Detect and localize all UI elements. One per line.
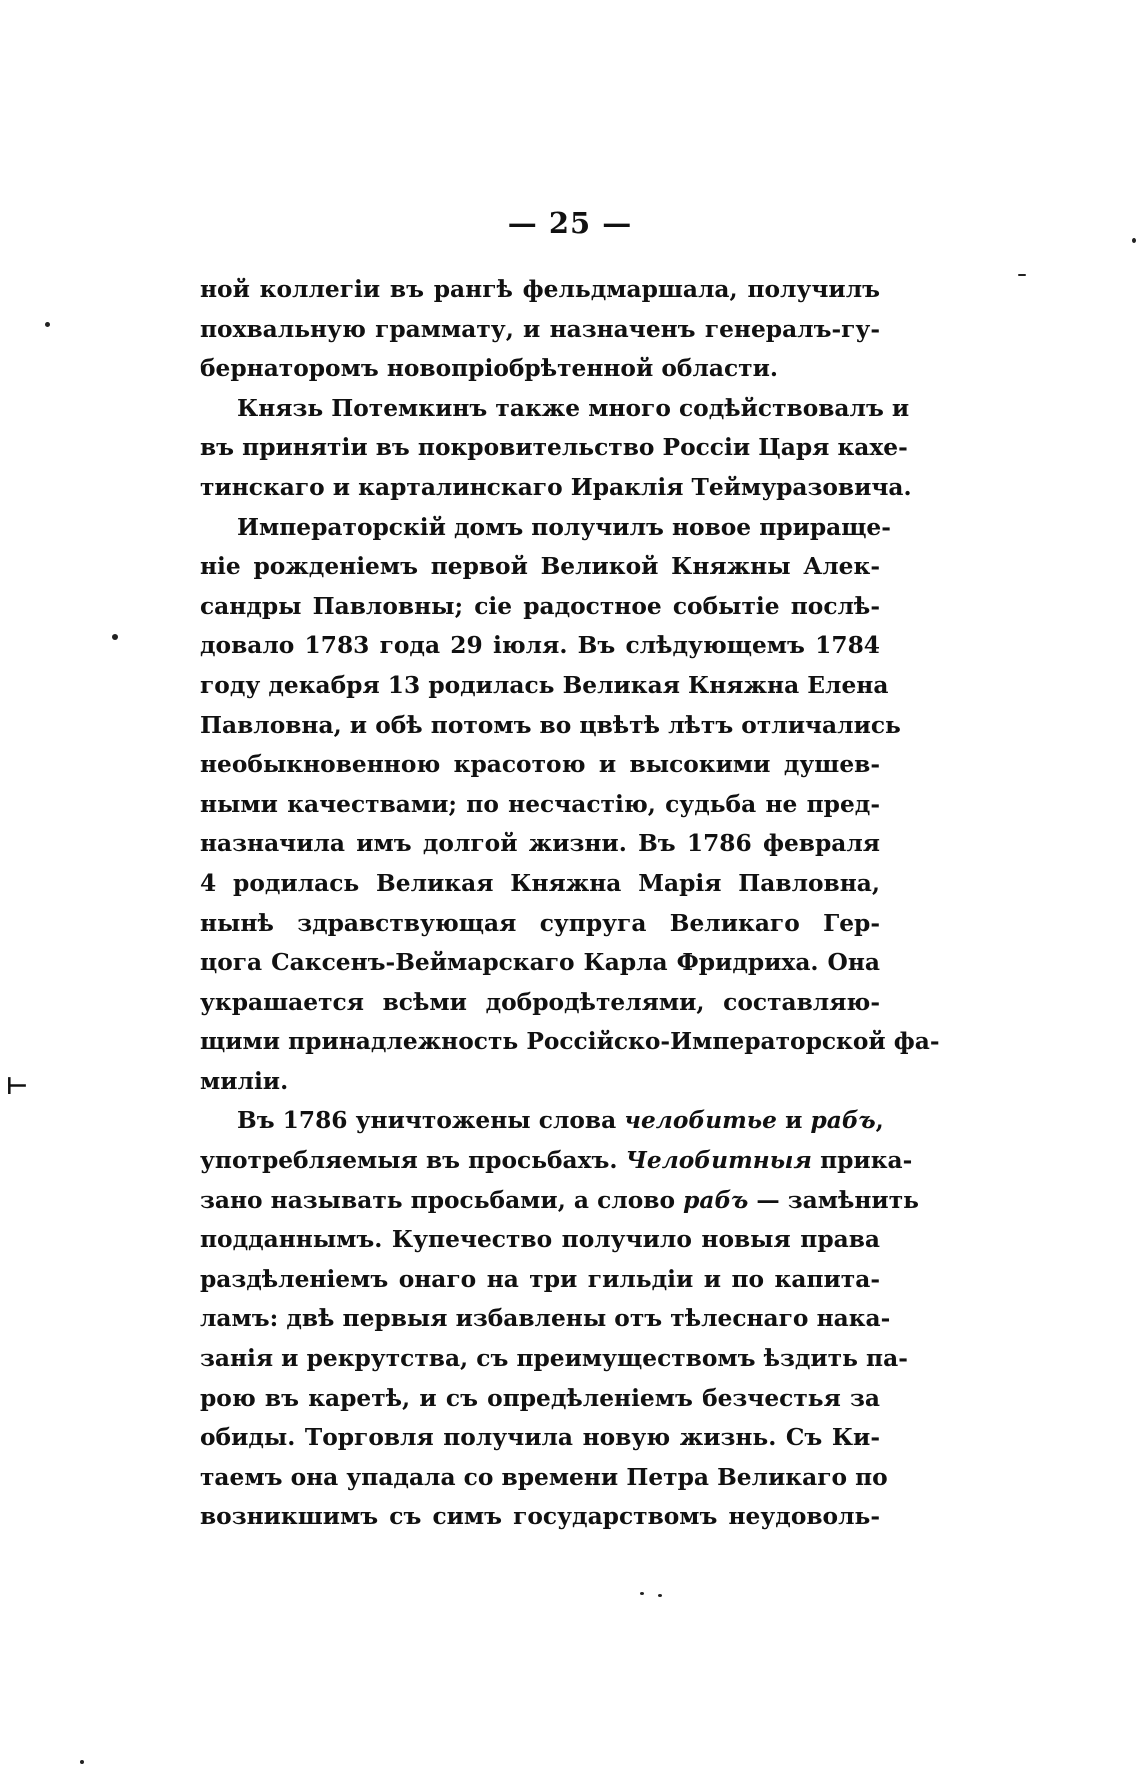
text-line: ніе рожденіемъ первой Великой Княжны Алек- <box>200 553 880 581</box>
text-run: употребляемыя въ просьбахъ. <box>200 1147 626 1175</box>
text-line: году декабря 13 родилась Великая Княжна Елена <box>200 671 889 699</box>
text-run: зано называть просьбами, а слово <box>200 1186 684 1214</box>
text-line: ными качествами; по несчастію, судьба не пред- <box>200 790 880 818</box>
italic-word: Челобитныя <box>625 1147 812 1175</box>
body-text <box>200 270 940 1537</box>
text-line: ной коллегіи въ рангѣ фельдмаршала, получилъ <box>200 276 880 303</box>
text-line: сандры Павловны; сіе радостное событіе послѣ- <box>200 592 880 620</box>
text-line <box>200 1101 884 1141</box>
text-line: ламъ: двѣ первыя избавлены отъ тѣлеснаго нака- <box>200 1305 891 1333</box>
text-line: необыкновенною красотою и высокими душев- <box>200 751 880 779</box>
text-line: рою въ каретѣ, и съ опредѣленіемъ безчестья за <box>200 1384 880 1412</box>
text-line: раздѣленіемъ онаго на три гильдіи и по капита- <box>200 1265 880 1293</box>
text-line: Павловна, и обѣ потомъ во цвѣтѣ лѣтъ отличались <box>200 711 901 739</box>
text-run: , <box>875 1107 884 1135</box>
text-run: Въ 1786 уничтожены слова <box>237 1107 625 1135</box>
margin-mark-icon: ⊢ <box>6 1072 28 1100</box>
scan-speck <box>1132 238 1136 243</box>
scan-speck <box>640 1592 644 1595</box>
text-line: обиды. Торговля получила новую жизнь. Съ Ки- <box>200 1424 880 1452</box>
text-line <box>200 1141 913 1181</box>
italic-word: рабъ <box>683 1186 749 1214</box>
text-line: тинскаго и карталинскаго Ираклія Теймуразовича. <box>200 473 912 501</box>
text-line: нынѣ здравствующая супруга Великаго Гер- <box>200 909 880 937</box>
scan-speck <box>45 322 50 327</box>
page-number: — 25 — <box>507 206 633 240</box>
text-line: 4 родилась Великая Княжна Марія Павловна, <box>200 869 880 897</box>
text-line: цога Саксенъ-Веймарскаго Карла Фридриха. Она <box>200 949 880 977</box>
text-line <box>200 1181 919 1221</box>
text-line: бернаторомъ новопріобрѣтенной области. <box>200 355 778 383</box>
text-line: Императорскій домъ получилъ новое приращe- <box>237 513 891 541</box>
text-line: назначила имъ долгой жизни. Въ 1786 февраля <box>200 830 880 858</box>
text-line: украшается всѣми добродѣтелями, составляю- <box>200 988 880 1016</box>
text-run: прика- <box>811 1147 913 1175</box>
italic-word: рабъ <box>810 1107 876 1135</box>
text-line: похвальную граммату, и назначенъ генералъ-гу- <box>200 315 880 343</box>
text-line: миліи. <box>200 1067 289 1095</box>
text-line: занія и рекрутства, съ преимуществомъ ѣздить па- <box>200 1345 908 1373</box>
text-line: подданнымъ. Купечество получило новыя права <box>200 1226 880 1254</box>
scan-speck <box>80 1760 84 1764</box>
text-line: довало 1783 года 29 іюля. Въ слѣдующемъ 1784 <box>200 632 880 660</box>
scan-speck <box>112 634 118 640</box>
text-run: — замѣнить <box>748 1186 919 1214</box>
text-line: таемъ она упадала со времени Петра Великаго по <box>200 1463 888 1491</box>
text-line: возникшимъ съ симъ государствомъ неудоволь- <box>200 1503 880 1531</box>
italic-word: челобитье <box>624 1107 777 1135</box>
text-line: Князь Потемкинъ также много содѣйствовалъ и <box>237 394 910 422</box>
scan-speck <box>1018 274 1026 276</box>
scan-speck <box>658 1594 662 1597</box>
text-line: щими принадлежность Россійско-Императорской фа- <box>200 1028 940 1056</box>
text-line: въ принятіи въ покровительство Россіи Царя кахе- <box>200 434 908 462</box>
text-run: и <box>776 1107 811 1135</box>
